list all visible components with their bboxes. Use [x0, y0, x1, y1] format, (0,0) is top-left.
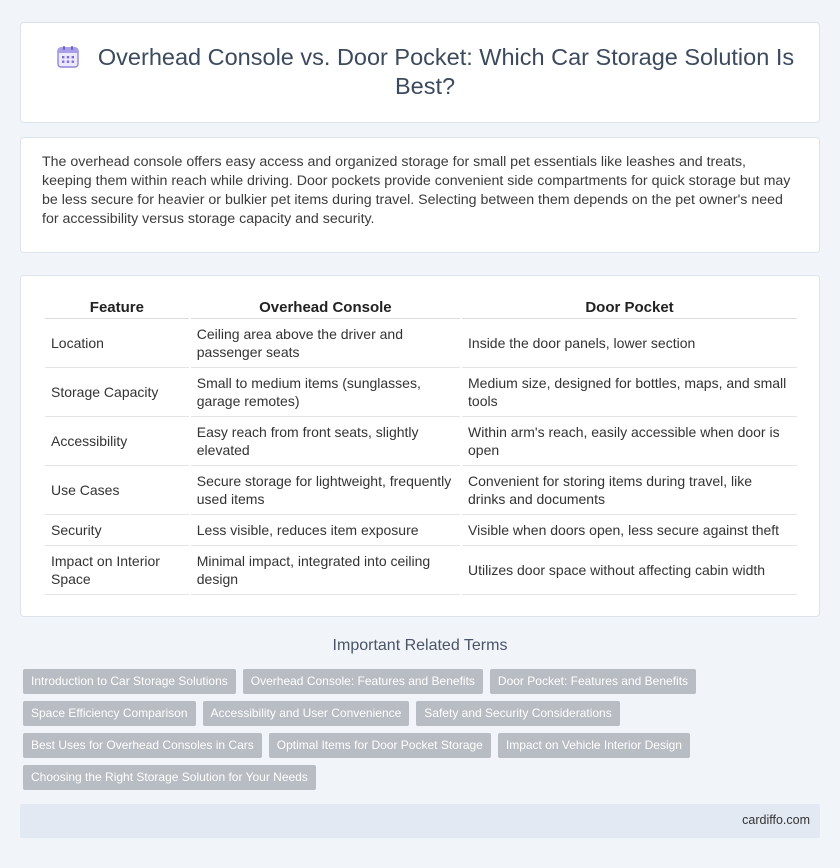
table-cell: Location — [45, 319, 189, 368]
table-cell: Secure storage for lightweight, frequently used items — [191, 466, 460, 515]
table-row — [45, 466, 797, 515]
related-terms-heading: Important Related Terms — [332, 637, 508, 654]
related-term-tag[interactable]: Safety and Security Considerations — [416, 701, 619, 726]
related-term-tag[interactable]: Best Uses for Overhead Consoles in Cars — [23, 733, 262, 758]
footer-site-link[interactable]: cardiffo.com — [742, 813, 810, 827]
related-term-tag[interactable]: Accessibility and User Convenience — [203, 701, 410, 726]
table-cell: Storage Capacity — [45, 368, 189, 417]
table-cell: Security — [45, 515, 189, 546]
table-cell: Medium size, designed for bottles, maps, and small tools — [462, 368, 797, 417]
footer-bar — [20, 804, 820, 838]
related-term-tag[interactable]: Space Efficiency Comparison — [23, 701, 196, 726]
table-cell: Easy reach from front seats, slightly elevated — [191, 417, 460, 466]
header-feature: Feature — [45, 293, 189, 319]
table-header-row — [45, 293, 797, 319]
related-term-tag[interactable]: Introduction to Car Storage Solutions — [23, 669, 236, 694]
table-row — [45, 368, 797, 417]
table-cell: Inside the door panels, lower section — [462, 319, 797, 368]
table-row — [45, 546, 797, 595]
intro-paragraph: The overhead console offers easy access and organized storage for small pet essentials like leashes and treats, keeping them within reach while driving. Door pockets provide convenient side compartments for quick storage but may be less secure for heavier or bulkier pet items during travel. Selecting between them depends on the pet owner's need for accessibility versus storage capacity and security. — [42, 154, 791, 227]
table-row — [45, 319, 797, 368]
header-overhead-console: Overhead Console — [191, 293, 460, 319]
comparison-table — [43, 293, 799, 595]
comparison-card — [20, 275, 820, 617]
page-title: Overhead Console vs. Door Pocket: Which Car Storage Solution Is Best? — [97, 44, 795, 99]
table-cell: Within arm's reach, easily accessible when door is open — [462, 417, 797, 466]
table-cell: Utilizes door space without affecting cabin width — [462, 546, 797, 595]
table-row — [45, 515, 797, 546]
related-term-tag[interactable]: Optimal Items for Door Pocket Storage — [269, 733, 491, 758]
table-cell: Small to medium items (sunglasses, garage remotes) — [191, 368, 460, 417]
table-cell: Visible when doors open, less secure against theft — [462, 515, 797, 546]
header-door-pocket: Door Pocket — [462, 293, 797, 319]
table-row — [45, 417, 797, 466]
intro-card — [20, 137, 820, 253]
table-cell: Less visible, reduces item exposure — [191, 515, 460, 546]
table-cell: Use Cases — [45, 466, 189, 515]
title-card — [20, 22, 820, 123]
table-cell: Accessibility — [45, 417, 189, 466]
table-cell: Minimal impact, integrated into ceiling design — [191, 546, 460, 595]
related-term-tag[interactable]: Overhead Console: Features and Benefits — [243, 669, 483, 694]
table-cell: Ceiling area above the driver and passenger seats — [191, 319, 460, 368]
page-title-wrap — [51, 43, 799, 101]
table-cell: Impact on Interior Space — [45, 546, 189, 595]
related-term-tag[interactable]: Choosing the Right Storage Solution for Your Needs — [23, 765, 316, 790]
table-cell: Convenient for storing items during travel, like drinks and documents — [462, 466, 797, 515]
related-term-tag[interactable]: Impact on Vehicle Interior Design — [498, 733, 690, 758]
calendar-grid-icon — [56, 45, 80, 69]
related-terms-list — [23, 669, 803, 797]
related-term-tag[interactable]: Door Pocket: Features and Benefits — [490, 669, 696, 694]
